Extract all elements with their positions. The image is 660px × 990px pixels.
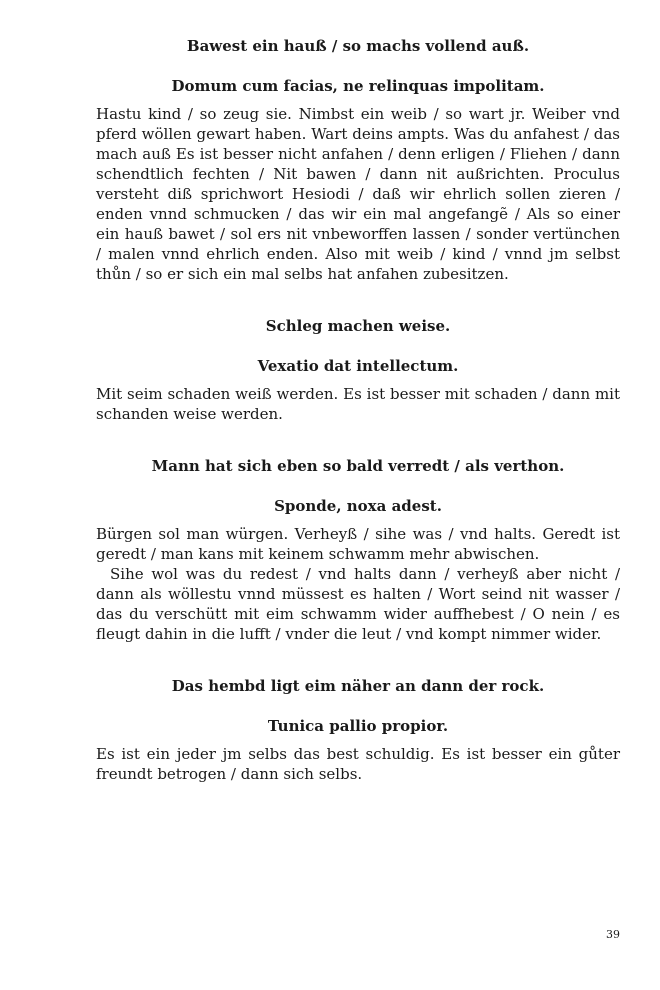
page-number: 39 <box>606 928 620 941</box>
entry-spacer <box>96 424 620 456</box>
proverb-heading-german: Mann hat sich eben so bald verredt / als verthon. <box>151 457 565 475</box>
commentary-paragraph: Bürgen sol man würgen. Verheyß / sihe was / vnd halts. Geredt ist geredt / man kans mit keinem schwamm mehr abwischen. <box>96 525 620 563</box>
proverb-heading-german: Das hembd ligt eim näher an dann der rock. <box>171 677 545 695</box>
proverb-heading-latin: Domum cum facias, ne relinquas impolitam. <box>171 77 545 95</box>
commentary-paragraph: Hastu kind / so zeug sie. Nimbst ein weib / so wart jr. Weiber vnd pferd wöllen gewart haben. Wart deins ampts. Was du anfahest / das mach auß Es ist besser nicht anfahen / denn erligen / Fliehen / dann schendtlich fechten / Nit bawen / dann nit außrichten. Proculus versteht diß sprichwort Hesiodi / daß wir ehrlich sollen zieren / enden vnnd schmucken / das wir ein mal angefangẽ / Als so einer ein hauß bawet / sol ers nit vnbeworffen lassen / sonder vertünchen / malen vnnd ehrlich enden. Also mit weib / kind / vnnd jm selbst thůn / so er sich ein mal selbs hat anfahen zubesitzen. <box>96 105 620 283</box>
commentary-paragraph: Sihe wol was du redest / vnd halts dann / verheyß aber nicht / dann als wöllestu vnnd müssest es halten / Wort seind nit wasser / das du verschütt mit eim schwamm wider auffhebest / O nein / es fleugt dahin in die lufft / vnder die leut / vnd kompt nimmer wider. <box>96 565 620 643</box>
proverb-entry-1 <box>96 36 620 284</box>
proverb-heading-latin: Sponde, noxa adest. <box>274 497 442 515</box>
entry-spacer <box>96 284 620 316</box>
commentary-paragraph: Es ist ein jeder jm selbs das best schuldig. Es ist besser ein gůter freundt betrogen / dann sich selbs. <box>96 745 620 783</box>
proverb-entry-4 <box>96 676 620 784</box>
proverb-heading-german: Schleg machen weise. <box>265 317 451 335</box>
proverb-heading-german: Bawest ein hauß / so machs vollend auß. <box>186 37 530 55</box>
page-body <box>96 36 620 784</box>
commentary-paragraph: Mit seim schaden weiß werden. Es ist besser mit schaden / dann mit schanden weise werden. <box>96 385 620 423</box>
proverb-entry-2 <box>96 316 620 424</box>
proverb-entry-3 <box>96 456 620 644</box>
entry-spacer <box>96 644 620 676</box>
proverb-heading-latin: Vexatio dat intellectum. <box>257 357 459 375</box>
proverb-heading-latin: Tunica pallio propior. <box>267 717 449 735</box>
